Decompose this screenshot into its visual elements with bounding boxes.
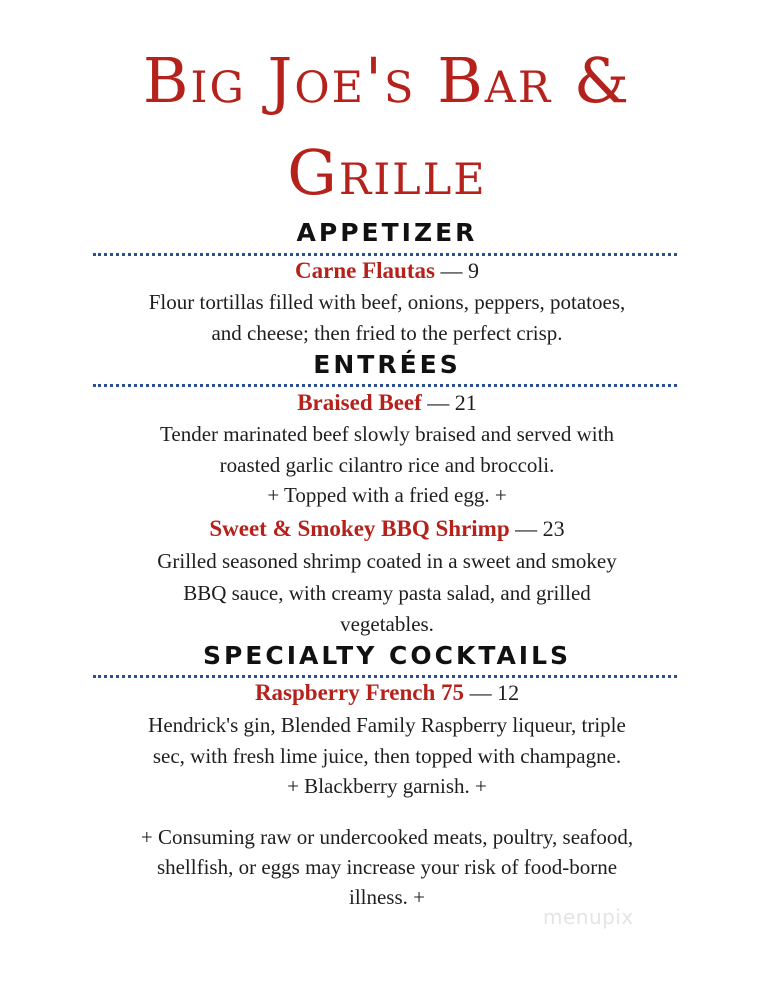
item-description-line: Grilled seasoned shrimp coated in a sweet and smokey — [157, 549, 617, 573]
menu-item-title — [0, 259, 774, 282]
disclaimer-line: illness. + — [348, 885, 425, 909]
item-price: 12 — [497, 680, 520, 705]
item-separator: — — [434, 258, 468, 283]
item-description-line: + Blackberry garnish. + — [287, 774, 487, 798]
section-divider — [93, 384, 677, 387]
menu-item-title — [0, 391, 774, 414]
item-description-line: + Topped with a fried egg. + — [267, 483, 507, 507]
item-name: Carne Flautas — [295, 258, 435, 283]
section-heading-specialty-cocktails: SPECIALTY COCKTAILS — [202, 641, 572, 670]
restaurant-title-line-1: Big Joe's Bar & — [142, 44, 632, 117]
item-separator: — — [509, 516, 543, 541]
section-heading-appetizer: APPETIZER — [296, 218, 478, 247]
item-description-line: roasted garlic cilantro rice and broccoli. — [219, 453, 555, 477]
item-separator: — — [464, 680, 498, 705]
menupix-watermark: menupix — [543, 905, 634, 929]
menu-item-title — [0, 517, 774, 540]
item-name: Braised Beef — [297, 390, 422, 415]
item-description-line: Flour tortillas filled with beef, onions, peppers, potatoes, — [148, 290, 626, 314]
item-description-line: vegetables. — [340, 612, 434, 636]
item-name: Raspberry French 75 — [254, 680, 465, 705]
disclaimer-line: + Consuming raw or undercooked meats, poultry, seafood, — [140, 825, 634, 849]
item-description-line: BBQ sauce, with creamy pasta salad, and grilled — [183, 581, 591, 605]
menu-item-title — [0, 681, 774, 704]
item-price: 23 — [542, 516, 565, 541]
item-description-line: and cheese; then fried to the perfect crisp. — [211, 321, 563, 345]
restaurant-title-line-2: Grille — [287, 136, 487, 209]
item-description-line: sec, with fresh lime juice, then topped with champagne. — [152, 744, 622, 768]
item-name: Sweet & Smokey BBQ Shrimp — [209, 516, 510, 541]
item-price: 21 — [454, 390, 477, 415]
item-price: 9 — [467, 258, 479, 283]
item-description-line: Tender marinated beef slowly braised and served with — [160, 422, 614, 446]
section-divider — [93, 253, 677, 256]
section-heading-entrees: ENTRÉES — [313, 350, 461, 379]
item-description-line: Hendrick's gin, Blended Family Raspberry liqueur, triple — [148, 713, 626, 737]
disclaimer-line: shellfish, or eggs may increase your risk of food-borne — [156, 855, 618, 879]
item-separator: — — [421, 390, 455, 415]
section-divider — [93, 675, 677, 678]
